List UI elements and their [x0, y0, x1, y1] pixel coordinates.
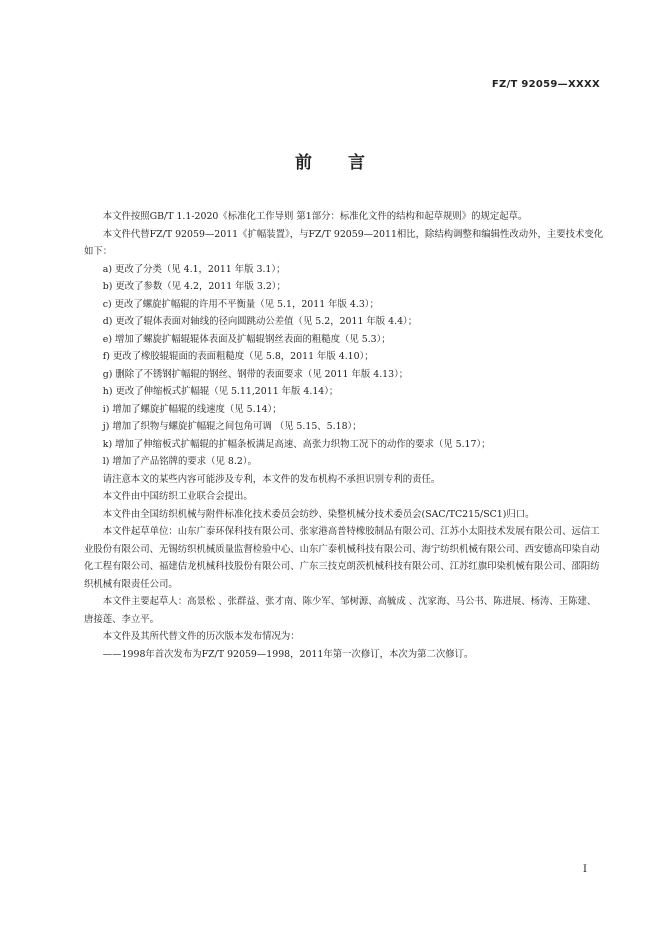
paragraph-patent-notice: 请注意本文的某些内容可能涉及专利，本文件的发布机构不承担识别专利的责任。	[102, 473, 441, 485]
paragraph-history-detail: ——1998年首次发布为FZ/T 92059—1998，2011年第一次修订，本次为第二次修订。	[102, 648, 474, 660]
paragraph-version-history: 本文件及其所代替文件的历次版本发布情况为：	[102, 631, 300, 642]
paragraph-replacement: 本文件代替FZ/T 92059—2011《扩幅装置》，与FZ/T 92059—2011相比，除结构调整和编辑性改动外，主要技术变化如下：	[84, 228, 604, 257]
change-item-d: d) 更改了辊体表面对轴线的径向圆跳动公差值（见 5.2，2011 年版 4.4）；	[102, 316, 418, 327]
change-item-b: b) 更改了参数（见 4.2，2011 年版 3.2）；	[102, 281, 286, 292]
change-item-i: i) 增加了螺旋扩幅辊的线速度（见 5.14）；	[102, 403, 282, 415]
page-title	[0, 148, 662, 173]
paragraph-proposed-by: 本文件由中国纺织工业联合会提出。	[102, 491, 253, 502]
change-item-e: e) 增加了螺旋扩幅辊辊体表面及扩幅辊钢丝表面的粗糙度（见 5.3）；	[102, 333, 391, 345]
title-part-2: 言	[348, 153, 367, 173]
paragraph-drafting-units: 本文件起草单位：山东广泰环保科技有限公司、张家港高普特橡胶制品有限公司、江苏小太阳技术发展有限公司、远信工业股份有限公司、无锡纺织机械质量监督检验中心、山东广泰机械科技有限公司、海宁纺织机械有限公司、西安德高印染自动化工程有限公司、福建佶龙机械科技股份有限公司、广东三技克朗茨机械科技有限公司、江苏红旗印染机械有限公司、邵阳纺织机械有限责任公司。	[84, 526, 600, 590]
standard-code: FZ/T 92059—XXXX	[491, 79, 600, 90]
paragraph-drafting-rules: 本文件按照GB/T 1.1-2020《标准化工作导则 第1部分：标准化文件的结构和起草规则》的规定起草。	[102, 211, 528, 222]
footer-strip	[0, 912, 662, 936]
page-number: I	[583, 864, 587, 875]
change-item-g: g) 删除了不锈钢扩幅辊的钢丝、钢带的表面要求（见 2011 年版 4.13）；	[102, 368, 409, 380]
change-item-l: l) 增加了产品铭牌的要求（见 8.2）。	[102, 456, 257, 467]
change-item-f: f) 更改了橡胶辊辊面的表面粗糙度（见 5.8，2011 年版 4.10）；	[102, 351, 374, 362]
change-item-j: j) 增加了织物与螺旋扩幅辊之间包角可调 （见 5.15、5.18）；	[102, 421, 362, 432]
change-item-h: h) 更改了伸缩板式扩幅辊（见 5.11,2011 年版 4.14）；	[102, 386, 339, 397]
title-part-1: 前	[295, 153, 314, 173]
paragraph-main-drafters: 本文件主要起草人：高景松 、张群益、张才南、陈少军、邹树源、高毓成 、沈家海、马公书、陈进展、杨涛、王陈建、唐接莲、李立平。	[84, 596, 597, 625]
foreword-body	[84, 208, 604, 663]
change-item-a: a) 更改了分类（见 4.1，2011 年版 3.1）；	[102, 263, 286, 275]
change-item-k: k) 增加了伸缩板式扩幅辊的扩幅条板满足高速、高张力织物工况下的动作的要求（见 5.17）；	[102, 438, 491, 450]
change-item-c: c) 更改了螺旋扩幅辊的许用不平衡量（见 5.1，2011 年版 4.3）；	[102, 298, 379, 310]
paragraph-under-jurisdiction: 本文件由全国纺织机械与附件标准化技术委员会纺纱、染整机械分技术委员会(SAC/TC215/SC1)归口。	[102, 508, 535, 520]
